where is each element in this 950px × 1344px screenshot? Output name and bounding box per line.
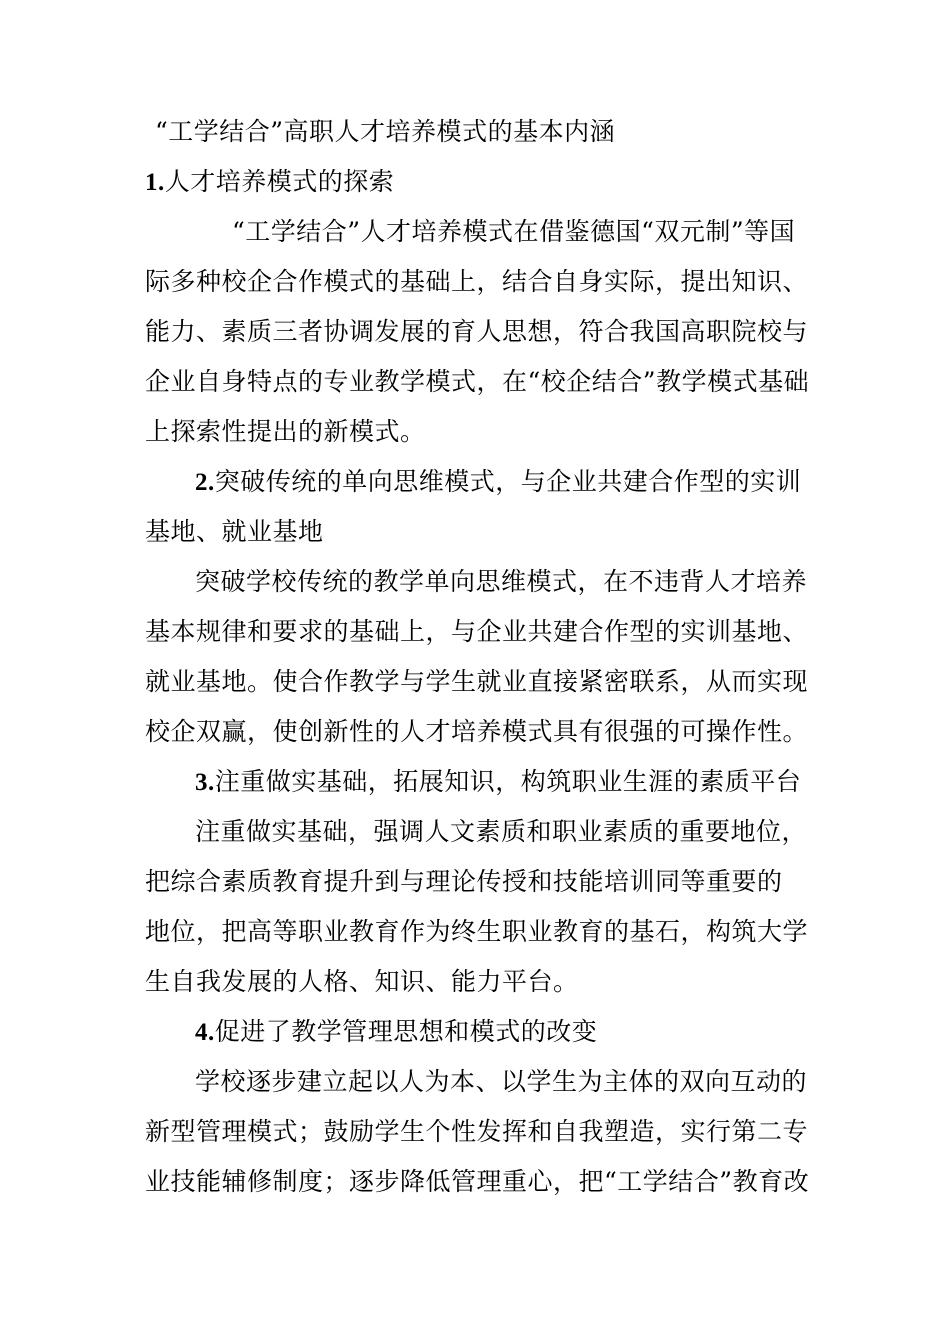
section-2-paragraph-line: 基本规律和要求的基础上，与企业共建合作型的实训基地、 <box>145 617 809 646</box>
section-4-paragraph-line: 新型管理模式；鼓励学生个性发挥和自我塑造，实行第二专 <box>145 1117 809 1146</box>
section-1-paragraph-line: 能力、素质三者协调发展的育人思想，符合我国高职院校与 <box>145 317 809 346</box>
section-2-number: 2. <box>195 469 215 496</box>
section-1-paragraph-line: 际多种校企合作模式的基础上，结合自身实际，提出知识、 <box>145 267 809 296</box>
section-4-number: 4. <box>195 1019 215 1046</box>
section-4-heading-text: 促进了教学管理思想和模式的改变 <box>214 1017 598 1046</box>
section-3-paragraph-line: 注重做实基础，强调人文素质和职业素质的重要地位， <box>195 817 808 846</box>
section-1-number: 1. <box>145 169 165 196</box>
section-3-number: 3. <box>195 769 215 796</box>
section-4-paragraph-line: 业技能辅修制度；逐步降低管理重心，把“工学结合”教育改 <box>145 1167 810 1196</box>
section-1-heading <box>145 166 394 199</box>
section-1-paragraph-line: 上探索性提出的新模式。 <box>145 417 426 446</box>
section-3-paragraph-line: 把综合素质教育提升到与理论传授和技能培训同等重要的 <box>145 867 783 896</box>
section-2-paragraph-line: 就业基地。使合作教学与学生就业直接紧密联系，从而实现 <box>145 667 809 696</box>
section-4-paragraph-line: 学校逐步建立起以人为本、以学生为主体的双向互动的 <box>195 1067 808 1096</box>
section-2-heading-continuation: 基地、就业基地 <box>145 517 324 546</box>
section-1-heading-text: 人才培养模式的探索 <box>164 167 395 196</box>
section-2-paragraph-line: 突破学校传统的教学单向思维模式，在不违背人才培养 <box>195 567 808 596</box>
document-title: “工学结合”高职人才培养模式的基本内涵 <box>155 117 616 146</box>
section-3-paragraph-line: 生自我发展的人格、知识、能力平台。 <box>145 967 579 996</box>
section-4-heading <box>195 1016 597 1049</box>
section-3-paragraph-line: 地位，把高等职业教育作为终生职业教育的基石，构筑大学 <box>145 917 809 946</box>
section-1-paragraph-line: 企业自身特点的专业教学模式，在“校企结合”教学模式基础 <box>145 367 810 396</box>
section-2-paragraph-line: 校企双赢，使创新性的人才培养模式具有很强的可操作性。 <box>145 717 809 746</box>
section-2-heading <box>195 466 801 499</box>
section-3-heading-text: 注重做实基础，拓展知识，构筑职业生涯的素质平台 <box>214 767 802 796</box>
section-1-paragraph-line: “工学结合”人才培养模式在借鉴德国“双元制”等国 <box>232 217 796 246</box>
section-2-heading-text: 突破传统的单向思维模式，与企业共建合作型的实训 <box>214 467 802 496</box>
section-3-heading <box>195 766 801 799</box>
